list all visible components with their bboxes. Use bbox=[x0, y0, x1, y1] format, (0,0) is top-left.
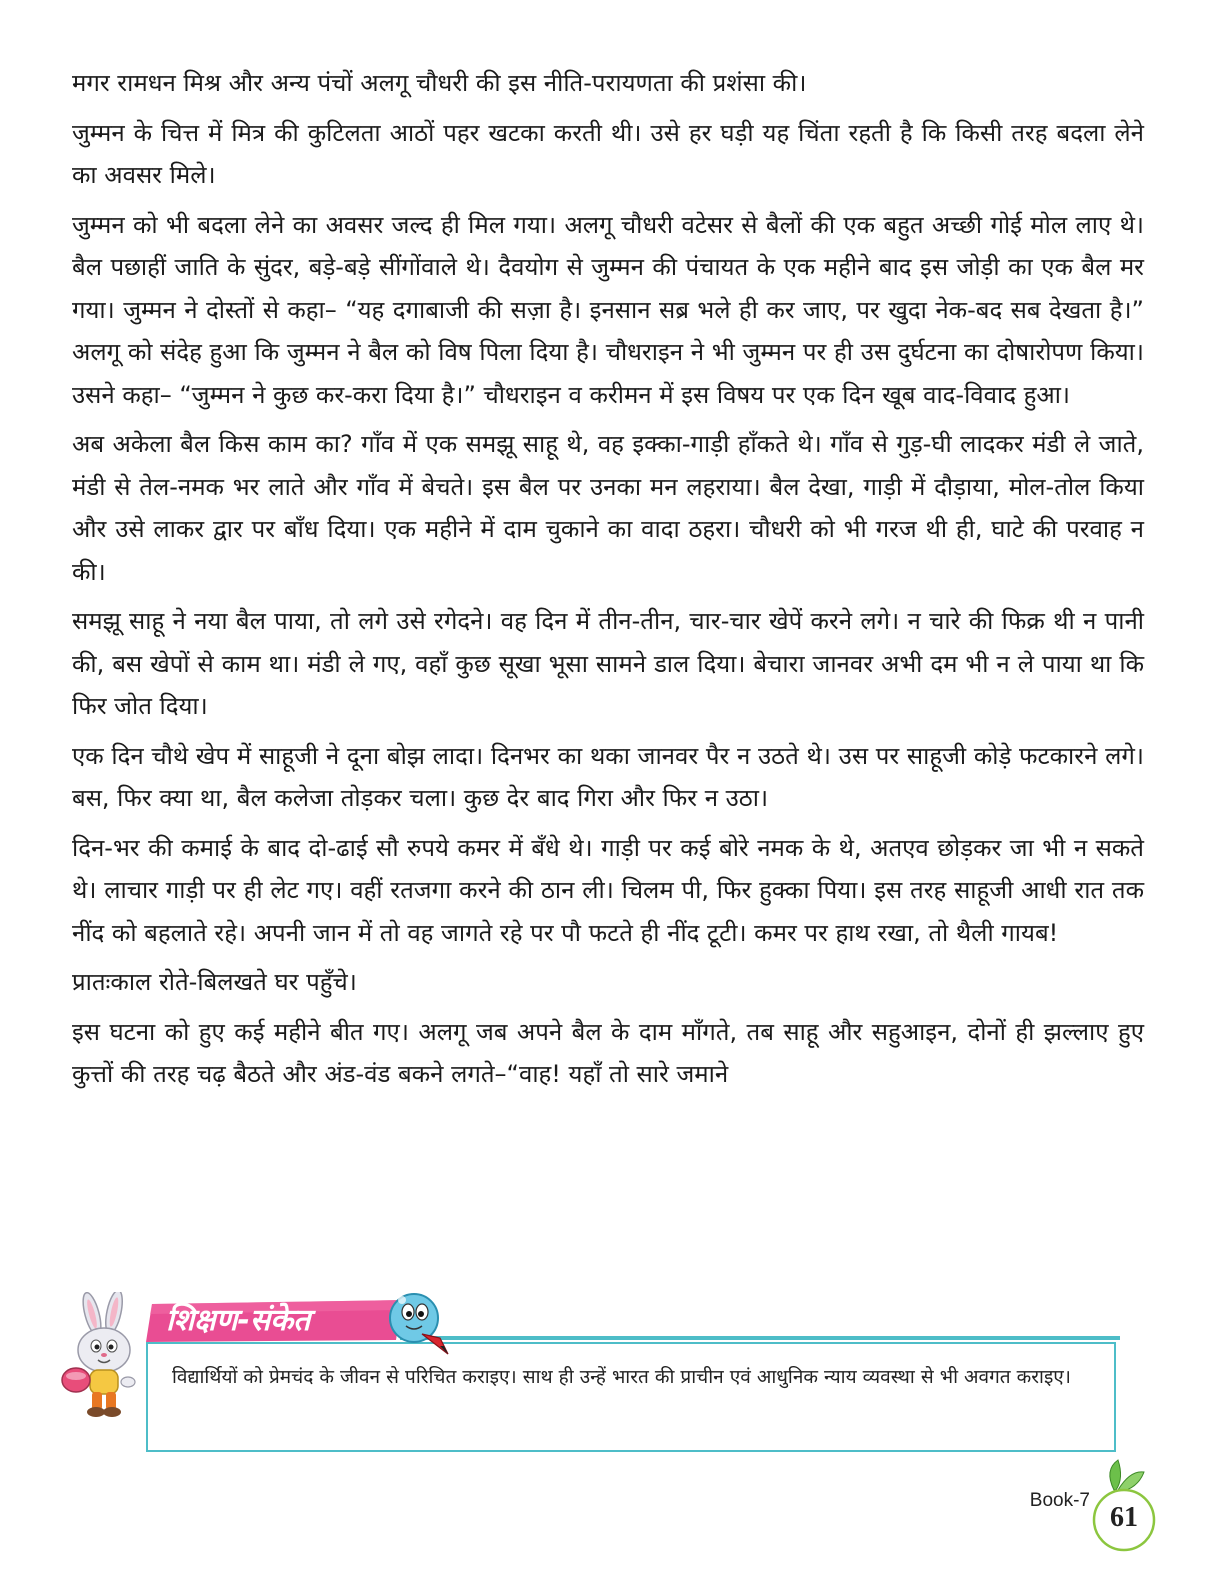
paragraph: जुम्मन के चित्त में मित्र की कुटिलता आठों पहर खटका करती थी। उसे हर घड़ी यह चिंता रहती है कि किसी तरह बदला लेने का अवसर मिले। bbox=[72, 118, 1144, 189]
paragraph: मगर रामधन मिश्र और अन्य पंचों अलगू चौधरी की इस नीति-परायणता की प्रशंसा की। bbox=[72, 69, 807, 97]
paragraph: दिन-भर की कमाई के बाद दो-ढाई सौ रुपये कमर में बँधे थे। गाड़ी पर कई बोरे नमक के थे, अतएव छोड़कर जा भी न सकते थे। लाचार गाड़ी पर ही लेट गए। वहीं रतजगा करने की ठान ली। चिलम पी, फिर हुक्का पिया। इस तरह साहूजी आधी रात तक नींद को बहलाते रहे। अपनी जान में तो वह जागते रहे पर पौ फटते ही नींद टूटी। कमर पर हाथ रखा, तो थैली गायब! bbox=[72, 833, 1144, 947]
note-divider bbox=[400, 1336, 1120, 1340]
page-number: 61 bbox=[1110, 1502, 1138, 1533]
note-heading-banner bbox=[146, 1300, 408, 1342]
teaching-note-text: विद्यार्थियों को प्रेमचंद के जीवन से परिचित कराइए। साथ ही उन्हें भारत की प्राचीन एवं आधुनिक न्याय व्यवस्था से भी अवगत कराइए। bbox=[172, 1366, 1071, 1388]
pencil-mascot-icon bbox=[382, 1288, 462, 1364]
paragraph: जुम्मन को भी बदला लेने का अवसर जल्द ही मिल गया। अलगू चौधरी वटेसर से बैलों की एक बहुत अच्छी गोई मोल लाए थे। बैल पछाहीं जाति के सुंदर, बड़े-बड़े सींगोंवाले थे। दैवयोग से जुम्मन की पंचायत के एक महीने बाद इस जोड़ी का एक बैल मर गया। जुम्मन ने दोस्तों से कहा– “यह दगाबाजी की सज़ा है। इनसान सब्र भले ही कर जाए, पर खुदा नेक-बद सब देखता है।” अलगू को संदेह हुआ कि जुम्मन ने बैल को विष पिला दिया है। चौधराइन ने भी जुम्मन पर ही उस दुर्घटना का दोषारोपण किया। उसने कहा– “जुम्मन ने कुछ कर-करा दिया है।” चौधराइन व करीमन में इस विषय पर एक दिन खूब वाद-विवाद हुआ। bbox=[72, 210, 1144, 409]
paragraph: इस घटना को हुए कई महीने बीत गए। अलगू जब अपने बैल के दाम माँगते, तब साहू और सहुआइन, दोनों ही झल्लाए हुए कुत्तों की तरह चढ़ बैठते और अंड-वंड बकने लगते–“वाह! यहाँ तो सारे जमाने bbox=[72, 1017, 1144, 1088]
paragraph: अब अकेला बैल किस काम का? गाँव में एक समझू साहू थे, वह इक्का-गाड़ी हाँकते थे। गाँव से गुड़-घी लादकर मंडी ले जाते, मंडी से तेल-नमक भर लाते और गाँव में बेचते। इस बैल पर उनका मन लहराया। बैल देखा, गाड़ी में दौड़ाया, मोल-तोल किया और उसे लाकर द्वार पर बाँध दिया। एक महीने में दाम चुकाने का वादा ठहरा। चौधरी को भी गरज थी ही, घाटे की परवाह न की। bbox=[72, 430, 1144, 586]
leaf-icon bbox=[1110, 1460, 1144, 1492]
paragraph: प्रातःकाल रोते-बिलखते घर पहुँचे। bbox=[72, 968, 357, 996]
teaching-note-box bbox=[146, 1342, 1116, 1452]
note-heading: शिक्षण-संकेत bbox=[166, 1303, 311, 1338]
rabbit-mascot-icon bbox=[56, 1292, 156, 1426]
page-number-badge bbox=[1074, 1456, 1174, 1556]
paragraph: समझू साहू ने नया बैल पाया, तो लगे उसे रगेदने। वह दिन में तीन-तीन, चार-चार खेपें करने लगे। न चारे की फिक्र थी न पानी की, बस खेपों से काम था। मंडी ले गए, वहाँ कुछ सूखा भूसा सामने डाल दिया। बेचारा जानवर अभी दम भी न ले पाया था कि फिर जोत दिया। bbox=[72, 607, 1144, 720]
paragraph: एक दिन चौथे खेप में साहूजी ने दूना बोझ लादा। दिनभर का थका जानवर पैर न उठते थे। उस पर साहूजी कोड़े फटकारने लगे। बस, फिर क्या था, बैल कलेजा तोड़कर चला। कुछ देर बाद गिरा और फिर न उठा। bbox=[72, 741, 1144, 812]
book-label: Book-7 bbox=[1029, 1490, 1090, 1511]
story-body bbox=[72, 62, 1144, 1103]
